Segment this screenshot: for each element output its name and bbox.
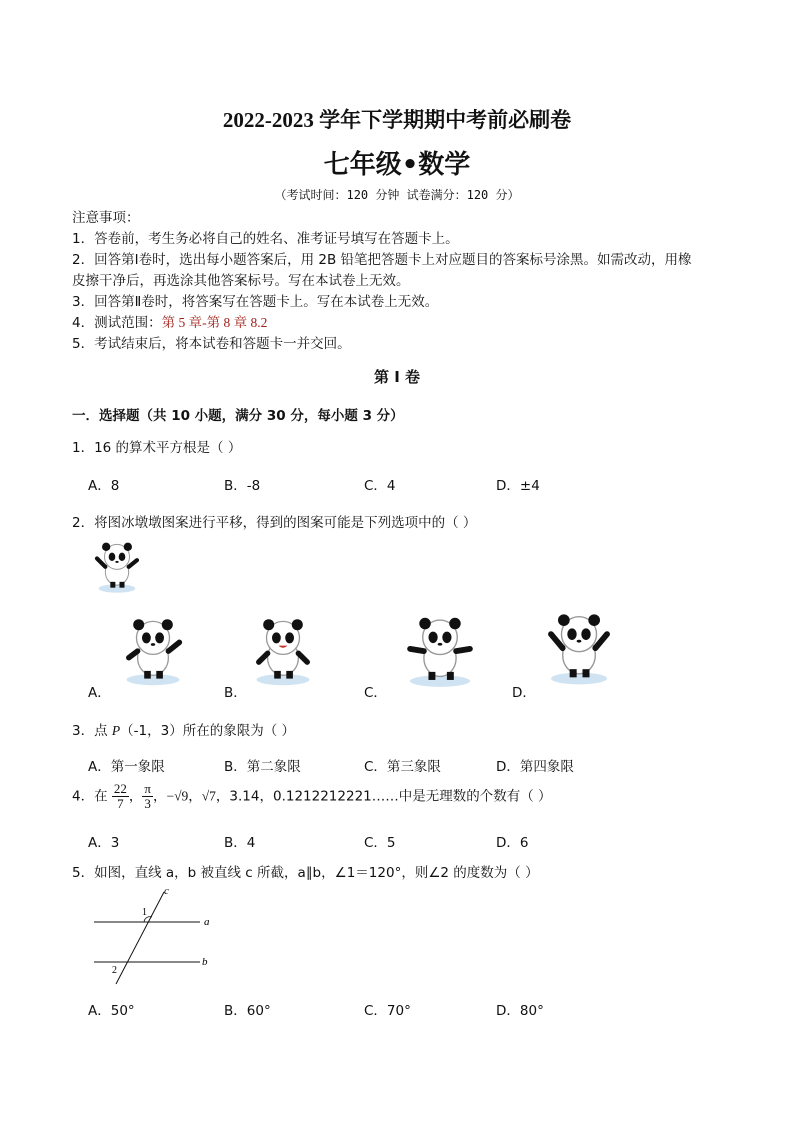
paper-title: 2022-2023 学年下学期期中考前必刷卷	[222, 108, 572, 132]
label-angle-1: 1	[142, 907, 147, 918]
q4-sqrt: √7	[201, 788, 216, 804]
q3-option-d: D．第四象限	[496, 759, 574, 775]
note-2: 2．回答第Ⅰ卷时，选出每小题答案后，用 2B 铅笔把答题卡上对应题目的答案标号涂黑。如需改动，用橡	[72, 252, 692, 268]
parallel-lines-figure	[86, 884, 226, 988]
question-5-stem: 5．如图，直线 a，b 被直线 c 所截，a∥b，∠1＝120°，则∠2 的度数为（ ）	[72, 865, 539, 881]
q4-fraction-2: $\frac{\pi}{3}$	[144, 781, 151, 811]
q3-rest: （-1，3）所在的象限为（ ）	[120, 723, 295, 739]
q1-option-c: C．4	[364, 478, 396, 494]
panda-option-d-image	[544, 608, 614, 686]
q4-fraction-1: $\frac{22}{7}$	[113, 781, 127, 811]
note-5: 5．考试结束后，将本试卷和答题卡一并交回。	[72, 336, 351, 352]
note-3: 3．回答第Ⅱ卷时，将答案写在答题卡上。写在本试卷上无效。	[72, 294, 439, 310]
q3-point: P	[111, 723, 121, 738]
q4-neg-sqrt: −√9	[166, 788, 189, 804]
label-b: b	[202, 956, 208, 968]
q4-option-c: C．5	[364, 835, 396, 851]
question-4-stem: 4．在 $\frac{22}{7}$ ， $\frac{\pi}{3}$ ，−√9，√7，3.14，0.1212212221……中是无理数的个数有（ ）	[72, 781, 552, 811]
question-2-stem: 2．将图冰墩墩图案进行平移，得到的图案可能是下列选项中的（ ）	[72, 515, 477, 531]
note-4	[72, 313, 267, 333]
q2-option-c: C．	[364, 685, 387, 701]
note-1: 1．答卷前，考生务必将自己的姓名、准考证号填写在答题卡上。	[72, 231, 459, 247]
q5-option-b: B．60°	[224, 1003, 271, 1019]
note-4-label: 4．测试范围：	[72, 315, 162, 331]
subject-title: 七年级•数学	[323, 150, 471, 180]
exam-info: （考试时间：120 分钟 试卷满分：120 分）	[274, 188, 520, 202]
test-scope: 第 5 章-第 8 章 8.2	[161, 315, 268, 330]
section-title: 第 Ⅰ 卷	[373, 368, 421, 386]
label-c: c	[164, 885, 169, 897]
question-1-stem: 1．16 的算术平方根是（ ）	[72, 440, 242, 456]
panda-option-a-image	[120, 612, 186, 688]
panda-original-image	[92, 538, 142, 594]
label-a: a	[204, 916, 210, 928]
q5-option-d: D．80°	[496, 1003, 544, 1019]
note-2-cont: 皮擦干净后，再选涂其他答案标号。写在本试卷上无效。	[72, 273, 410, 289]
q3-option-c: C．第三象限	[364, 759, 441, 775]
q5-option-c: C．70°	[364, 1003, 411, 1019]
q4-prefix: 4．在	[72, 788, 108, 805]
q2-option-d: D．	[512, 685, 536, 701]
panda-option-c-image	[404, 612, 476, 688]
q4-option-d: D．6	[496, 835, 529, 851]
q1-option-b: B．-8	[224, 478, 261, 494]
q3-option-a: A．第一象限	[88, 759, 165, 775]
q2-option-a: A．	[88, 685, 111, 701]
q3-option-b: B．第二象限	[224, 759, 301, 775]
q4-option-a: A．3	[88, 835, 120, 851]
q5-option-a: A．50°	[88, 1003, 135, 1019]
label-angle-2: 2	[112, 965, 117, 976]
q3-prefix: 3．点	[72, 723, 108, 739]
q2-option-b: B．	[224, 685, 247, 701]
part-one-heading: 一．选择题（共 10 小题，满分 30 分，每小题 3 分）	[72, 408, 404, 424]
q1-option-a: A．8	[88, 478, 120, 494]
question-3-stem	[72, 719, 295, 739]
q4-option-b: B．4	[224, 835, 256, 851]
panda-option-b-image	[250, 612, 316, 688]
notes-heading: 注意事项：	[72, 210, 140, 226]
q4-rest: ，3.14，0.1212212221……中是无理数的个数有（ ）	[215, 788, 552, 805]
q1-option-d: D．±4	[496, 478, 540, 494]
